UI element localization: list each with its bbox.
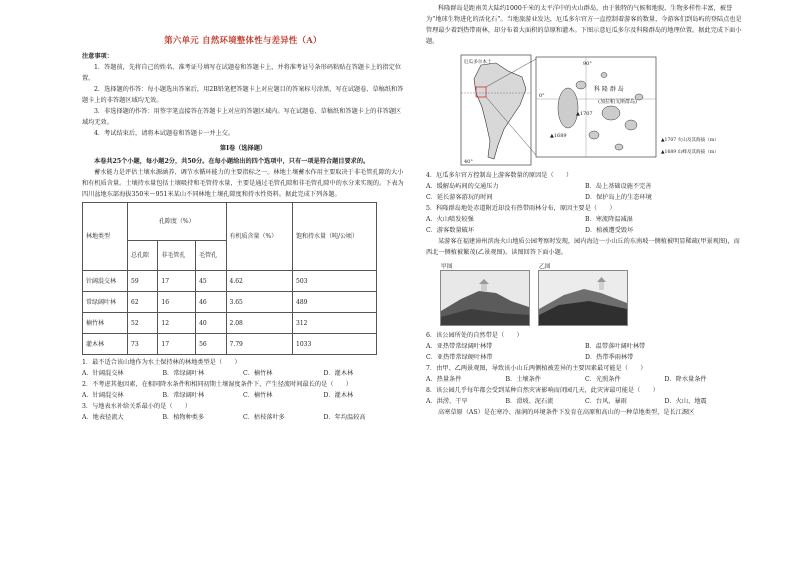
option: C．延长游客游玩的时间 (426, 194, 493, 201)
table-header-type: 林地类型 (83, 203, 128, 271)
table-cell: 16 (158, 292, 196, 313)
table-cell: 17 (158, 334, 196, 355)
photo-row (440, 264, 744, 326)
option: D．火山、地震 (664, 398, 707, 405)
page-title: 第六单元 自然环境整体性与差异性（A） (164, 35, 322, 45)
option: C．台风、暴雨 (585, 398, 627, 405)
option: A．地表径流大 (82, 414, 124, 421)
question-options (426, 181, 744, 192)
question-stem: 6．该公园所处的自然带是（ ） (426, 332, 523, 339)
island (602, 106, 620, 120)
right-column (426, 0, 744, 418)
section-instructions: 本卷共25个小题，每小题2分，共50分。在每小题给出的四个选项中，只有一项是符合题目要求的。 (94, 158, 370, 165)
map-label-big: (加拉帕戈斯群岛) (598, 99, 637, 105)
table-cell: 17 (158, 271, 196, 292)
map-peak-b: ▲1689 (550, 133, 567, 139)
passage-4: 高寒草原（AS）是在寒冷、湿润的环境条件下发育在高原和高山的一种草地类型，是长江源区 (438, 409, 695, 416)
table-cell: 4.62 (226, 271, 293, 292)
table-row (83, 313, 377, 334)
option: D．年均温较高 (323, 414, 366, 421)
question-stem: 7．由甲、乙两景观图，导致该小山丘两侧植被差异的主要因素最可能是（ ） (426, 365, 647, 372)
left-column (82, 0, 404, 423)
option: C．游客数量破坏 (426, 227, 475, 234)
table-cell: 灌木林 (83, 334, 128, 355)
table-subheader: 非毛管孔 (158, 241, 196, 271)
data-table (82, 202, 377, 355)
table-header-porosity: 孔隙度（%） (128, 203, 227, 241)
notice-item: 3．非选择题的作答：用签字笔直接答在答题卡上对应的答题区域内。写在试题卷、草稿纸和答题卡上的非答题区域均无效。 (82, 108, 402, 126)
table-subheader: 总孔隙 (128, 241, 158, 271)
table-cell: 12 (158, 313, 196, 334)
option: D．植被遭受毁坏 (585, 227, 634, 234)
question-options (426, 352, 744, 363)
option: A．火山喷发较强 (426, 216, 474, 223)
question-options (426, 192, 744, 203)
option: C．楠竹林 (243, 392, 273, 399)
island (589, 131, 599, 139)
question-options (82, 368, 404, 379)
photo-a-label: 甲图 (441, 264, 453, 270)
notice-item: 1．答题前，先将自己的姓名、准考证号填写在试题卷和答题卡上，并将准考证号条形码粘贴在答题卡上的指定位置。 (82, 64, 402, 82)
notice-heading: 注意事项： (82, 53, 113, 60)
map-label-islands: 科 隆 群 岛 (594, 86, 624, 93)
question-options (426, 225, 744, 236)
option: D．降水量条件 (664, 376, 707, 383)
photo-b-image (539, 271, 627, 325)
table-header-organic: 有机质含量（%） (226, 203, 293, 271)
option: C．楠竹林 (243, 370, 273, 377)
option: A．针阔混交林 (82, 392, 124, 399)
option: C．枯枝落叶多 (243, 414, 285, 421)
photo-a-image (441, 271, 529, 325)
option: B．滑坡、泥石流 (505, 398, 554, 405)
option: D．灌木林 (323, 370, 354, 377)
map-label-40: 40° (464, 159, 473, 165)
table-row (83, 292, 377, 313)
map-peak-a: ▲1707 (576, 111, 593, 117)
photo-b-label: 乙图 (539, 264, 551, 270)
table-cell: 楠竹林 (83, 313, 128, 334)
legend-height: ▲1689 山峰及其海拔（m） (661, 150, 719, 155)
option: A．亚热带常绿阔叶林带 (426, 343, 493, 350)
table-row (83, 334, 377, 355)
table-cell: 2.08 (226, 313, 293, 334)
table-cell: 常绿阔叶林 (83, 292, 128, 313)
question-stem: 8．该公园几乎每年都会受到某种自然灾害影响而闭园几天，此灾害最可能是（ ） (426, 387, 659, 394)
option: C．亚热带常绿硬叶林带 (426, 354, 493, 361)
notice-item: 4．考试结束后，请将本试题卷和答题卡一并上交。 (94, 130, 235, 137)
map-label-ecuador: 厄瓜多尔本土 (464, 60, 492, 65)
passage-3: 某游客在福建漳州滨海火山地质公园考察时发现，园内海边一小山丘的东南坡一侧植被明显稀疏(甲景观图)，而西北一侧植被繁茂(乙景观图)。读图回答下面小题。 (426, 238, 740, 256)
table-cell: 503 (293, 271, 377, 292)
table-cell: 52 (128, 313, 158, 334)
passage-2: 科隆群岛是距南美大陆约1000千米的太平洋中的火山群岛，由于独特的气候和地貌，生物多样性丰富，被誉为“地球生物进化的活化石”。当地旅游业发达，厄瓜多尔官方一直控制着游客的数量，今游客们到岛屿的登陆点也是管理最少着到热带雨林，却分布着大面积的草原和灌木。下图示意厄瓜多尔及科隆群岛的地理位置。据此完成下面小题。 (426, 5, 742, 45)
notice-item: 2．选择题的作答：每小题选出答案后，用2B铅笔把答题卡上对应题目的答案标号涂黑，写在试题卷、草稿纸和答题卡上的非答题区域均无效。 (82, 86, 404, 104)
island (576, 81, 586, 89)
table-cell: 73 (128, 334, 158, 355)
table-cell: 59 (128, 271, 158, 292)
option: B．寒流降温减湿 (585, 216, 633, 223)
question-options (426, 214, 744, 225)
table-header-saturated: 饱和持水量（吨/公顷） (293, 203, 377, 271)
location-map (426, 53, 744, 170)
island (601, 73, 607, 78)
option: A．缓解岛屿间的交通压力 (426, 183, 499, 190)
option: D．热带季雨林带 (585, 354, 634, 361)
option: A．针阔混交林 (82, 370, 124, 377)
question-options (426, 341, 744, 352)
option: A．热量条件 (426, 376, 462, 383)
photo-b (538, 264, 628, 326)
table-cell: 1033 (293, 334, 377, 355)
option: A．洪涝、干旱 (426, 398, 468, 405)
section-title: 第Ⅰ卷（选择题） (219, 145, 267, 152)
table-cell: 针阔混交林 (83, 271, 128, 292)
question-stem: 3．与地表水补给关系最小的是（ ） (82, 403, 192, 410)
island-isabela (558, 88, 578, 128)
island (615, 144, 623, 150)
table-cell: 56 (196, 334, 226, 355)
question-stem: 4．厄瓜多尔官方控制岛上游客数量的原因是（ ） (426, 172, 573, 179)
question-stem: 2．不考虑其他因素，在相同降水条件和相同初期土壤湿度条件下，产生径流时间最长的是（ ） (82, 381, 352, 388)
question-options (426, 374, 744, 385)
islands-frame (536, 57, 656, 157)
option: B．岛上基础设施不完善 (585, 183, 652, 190)
table-cell: 489 (293, 292, 377, 313)
photo-a (440, 264, 530, 326)
table-cell: 7.79 (226, 334, 293, 355)
option: B．常绿阔叶林 (162, 370, 205, 377)
question-options (82, 390, 404, 401)
option: D．保护岛上的生态环境 (585, 194, 652, 201)
map-label-lat: 0° (539, 93, 545, 99)
table-row (83, 271, 377, 292)
question-options (82, 412, 404, 423)
question-stem: 1．最不适合该山地作为水土保持林的林地类型是（ ） (82, 359, 241, 366)
option: C．光照条件 (585, 376, 621, 383)
table-cell: 62 (128, 292, 158, 313)
option: B．植物种类多 (162, 414, 205, 421)
passage-1: 蓄水能力是评估土壤水源涵养、调节水循环能力的主要指标之一。林地土壤蓄水作用主要取决于非毛管孔隙的大小和有机质含量。土壤持水量包括土壤吸持和毛管持水量，主要是通过毛管孔隙和非毛管孔隙中的水分来实现的。下表为四川盆地东部海拔350米～951米某山不同林地土壤孔隙度和持水性资料。据此完成下列各题。 (82, 169, 404, 198)
table-cell: 46 (196, 292, 226, 313)
option: B．常绿阔叶林 (162, 392, 205, 399)
island (625, 120, 637, 130)
question-stem: 5．科隆群岛地处赤道附近却没有热带雨林分布，原因主要是（ ） (426, 205, 616, 212)
table-cell: 45 (196, 271, 226, 292)
table-cell: 3.65 (226, 292, 293, 313)
option: B．温带落叶阔叶林带 (585, 343, 646, 350)
map-label-lon: 90° (583, 61, 592, 67)
map-figure (426, 53, 744, 170)
table-cell: 40 (196, 313, 226, 334)
legend-volcano: ▲1707 火山及其海拔（m） (661, 138, 719, 143)
table-cell: 312 (293, 313, 377, 334)
question-options (426, 396, 744, 407)
option: D．灌木林 (323, 392, 354, 399)
table-subheader: 毛管孔 (196, 241, 226, 271)
option: B．土壤条件 (505, 376, 541, 383)
